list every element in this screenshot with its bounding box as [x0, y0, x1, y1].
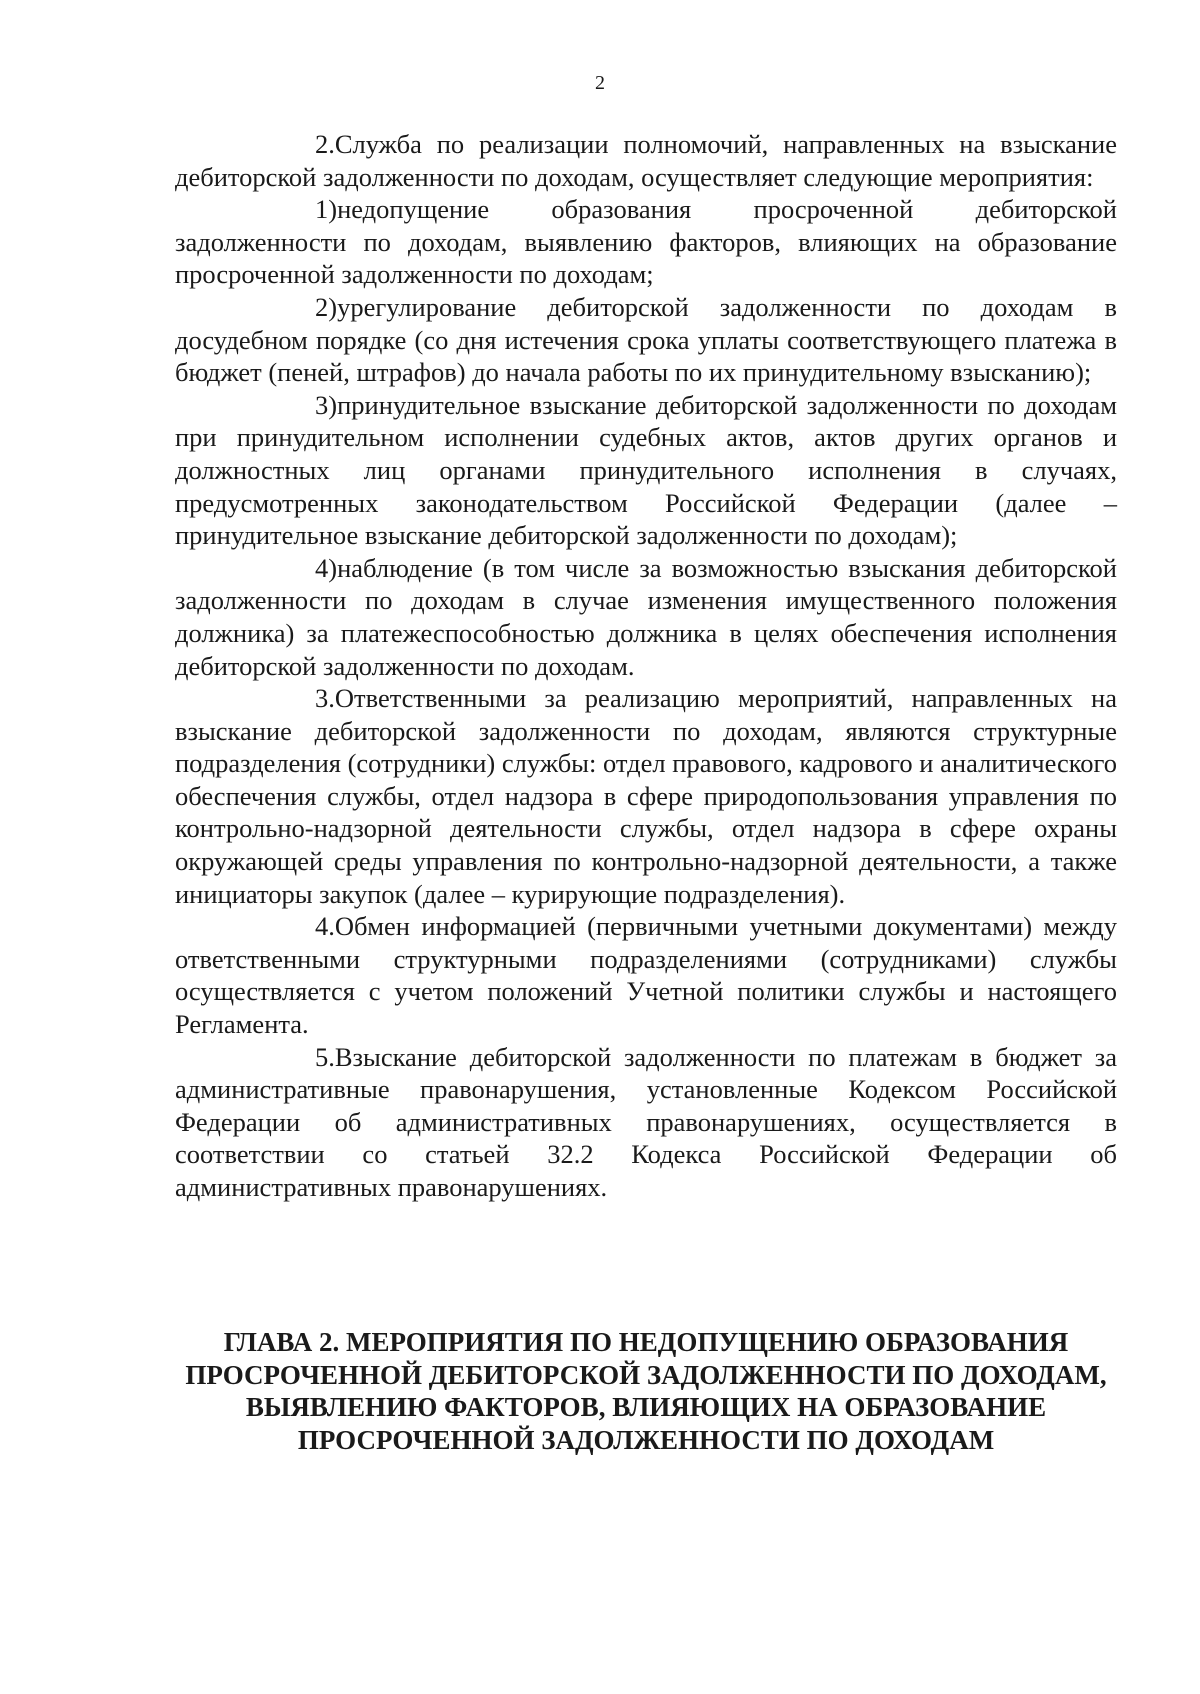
paragraph-5: [175, 1041, 1117, 1204]
paragraph-text: Обмен информацией (первичными учетными документами) между ответственными структурными подразделениями (сотрудниками) службы осуществляется с учетом положений Учетной политики службы и настоящего Регламента.: [175, 911, 1117, 1040]
list-item-text: принудительное взыскание дебиторской задолженности по доходам при принудительном исполнении судебных актов, актов других органов и должностных лиц органами принудительного исполнения в случаях, предусмотренных законодательством Российской Федерации (далее – принудительное взыскание дебиторской задолженности по доходам);: [175, 389, 1117, 551]
paragraph-number: 3.: [315, 683, 335, 714]
list-item-3: [175, 389, 1117, 552]
list-item-number: 2): [315, 291, 338, 322]
paragraph-number: 5.: [315, 1041, 335, 1072]
list-item-1: [175, 193, 1117, 291]
list-item-text: наблюдение (в том числе за возможностью взыскания дебиторской задолженности по доходам в случае изменения имущественного положения должника) за платежеспособностью должника в целях обеспечения исполнения дебиторской задолженности по доходам.: [175, 552, 1117, 681]
page-number: 2: [595, 72, 605, 94]
list-item-text: урегулирование дебиторской задолженности по доходам в досудебном порядке (со дня истечения срока уплаты соответствующего платежа в бюджет (пеней, штрафов) до начала работы по их принудительному взысканию);: [175, 291, 1117, 388]
paragraph-number: 4.: [315, 911, 335, 942]
paragraph-text: Взыскание дебиторской задолженности по платежам в бюджет за административные правонарушения, установленные Кодексом Российской Федерации об административных правонарушениях, осуществляется в соответствии со статьей 32.2 Кодекса Российской Федерации об административных правонарушениях.: [175, 1041, 1117, 1202]
paragraph-3: [175, 682, 1117, 910]
list-item-text: недопущение образования просроченной дебиторской задолженности по доходам, выявлению факторов, влияющих на образование просроченной задолженности по доходам;: [175, 194, 1117, 290]
paragraph-4: [175, 910, 1117, 1040]
paragraph-number: 2.: [315, 129, 335, 159]
list-item-number: 3): [315, 389, 338, 420]
paragraph-2: [175, 128, 1117, 193]
list-item-number: 1): [315, 194, 338, 225]
paragraph-text: Служба по реализации полномочий, направленных на взыскание дебиторской задолженности по доходам, осуществляет следующие мероприятия:: [175, 129, 1117, 192]
document-body: [175, 128, 1117, 1204]
chapter-heading: ГЛАВА 2. МЕРОПРИЯТИЯ ПО НЕДОПУЩЕНИЮ ОБРАЗОВАНИЯ ПРОСРОЧЕННОЙ ДЕБИТОРСКОЙ ЗАДОЛЖЕННОСТИ ПО ДОХОДАМ, ВЫЯВЛЕНИЮ ФАКТОРОВ, ВЛИЯЮЩИХ НА ОБРАЗОВАНИЕ ПРОСРОЧЕННОЙ ЗАДОЛЖЕННОСТИ ПО ДОХОДАМ: [185, 1327, 1107, 1455]
paragraph-text: Ответственными за реализацию мероприятий, направленных на взыскание дебиторской задолженности по доходам, являются структурные подразделения (сотрудники) службы: отдел правового, кадрового и аналитического обеспечения службы, отдел надзора в сфере природопользования управления по контрольно-надзорной деятельности службы, отдел надзора в сфере охраны окружающей среды управления по контрольно-надзорной деятельности, а также инициаторы закупок (далее – курирующие подразделения).: [175, 683, 1117, 909]
list-item-4: [175, 552, 1117, 682]
list-item-2: [175, 291, 1117, 389]
list-item-number: 4): [315, 552, 338, 583]
